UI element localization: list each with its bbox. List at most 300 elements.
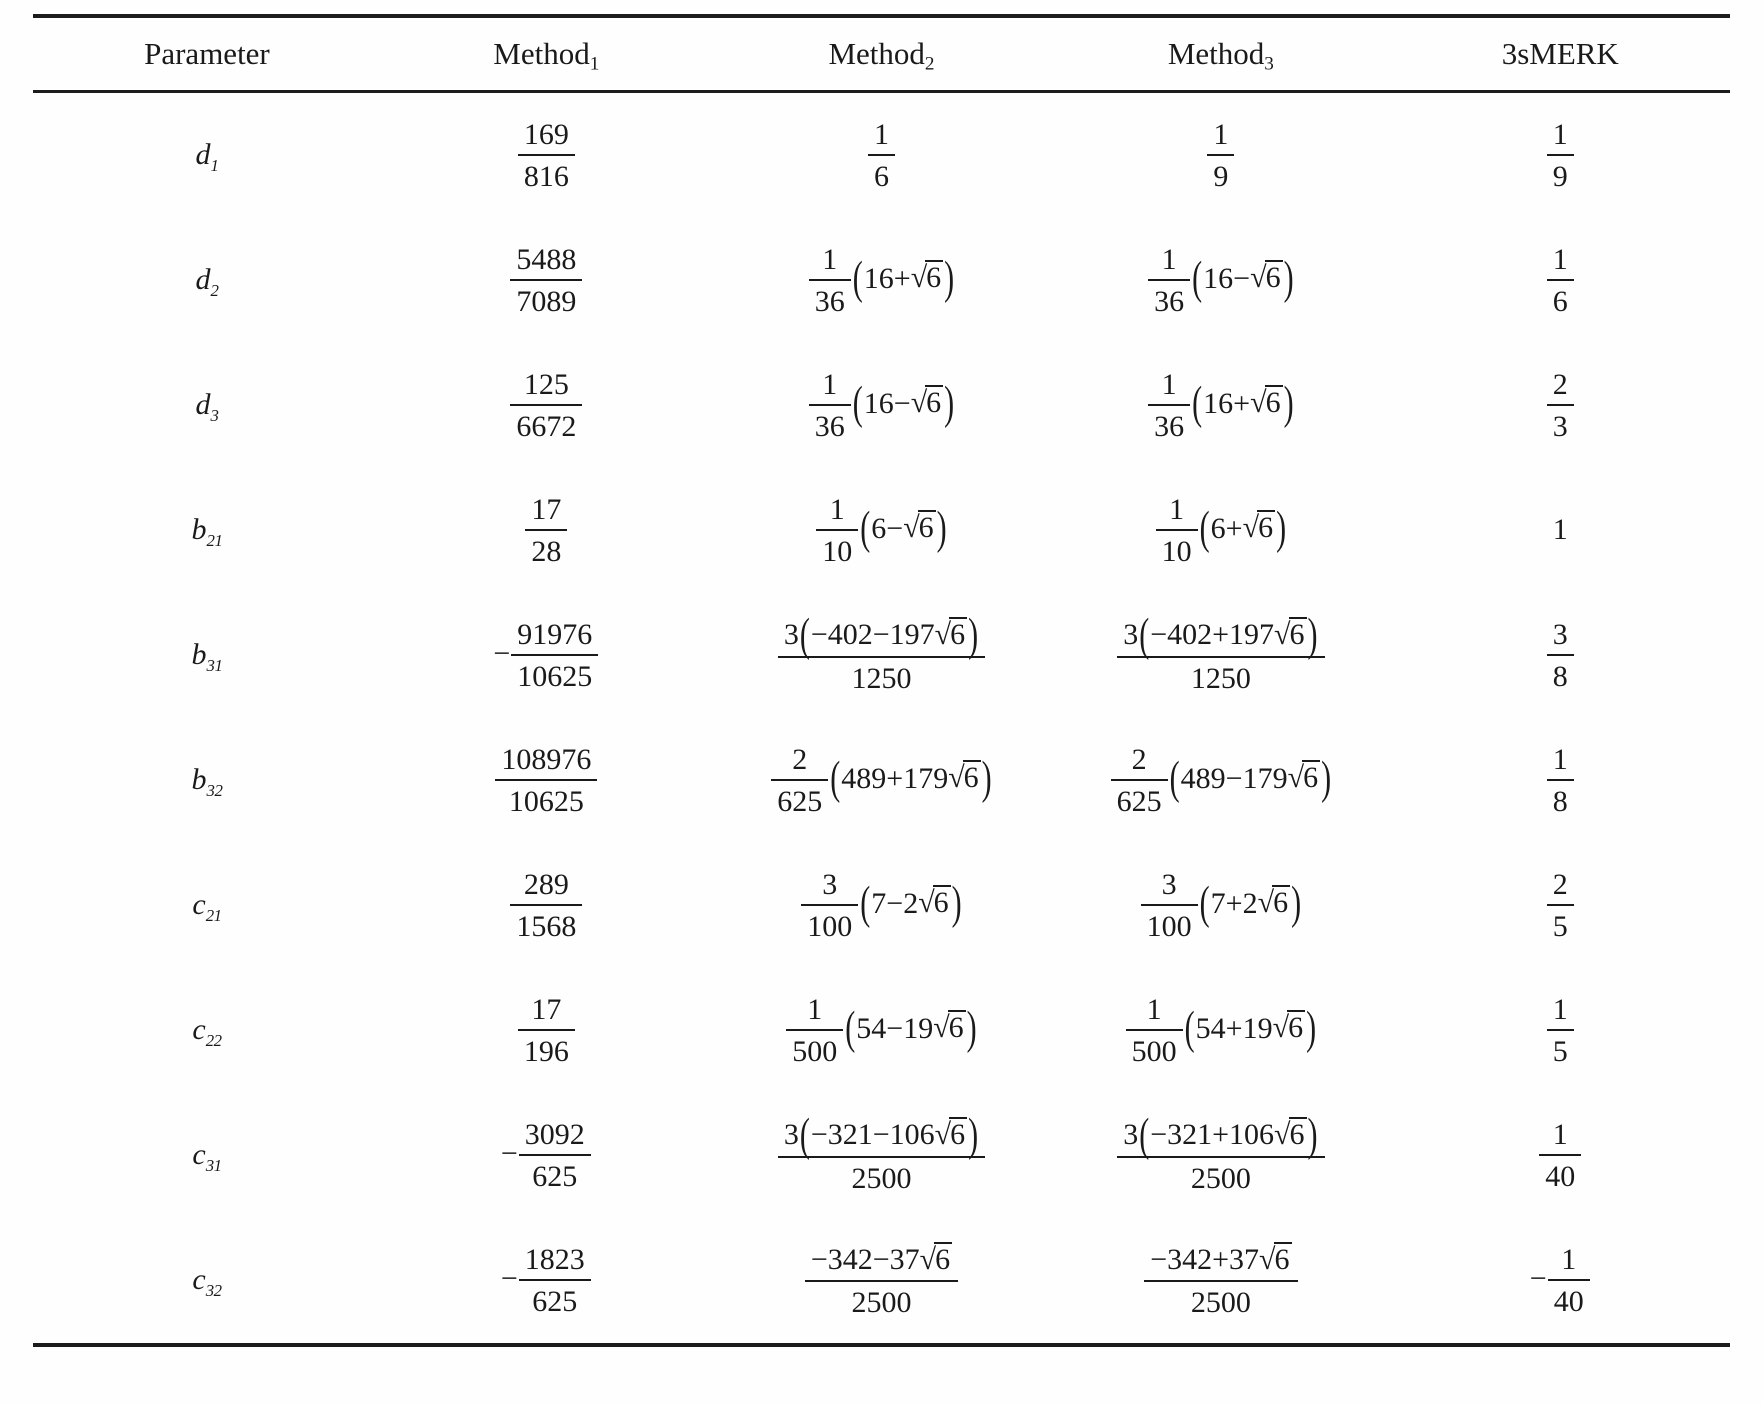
column-header-3smerk: 3sMERK (1501, 36, 1619, 71)
open-paren: ( (1139, 1109, 1150, 1161)
radicand: 6 (1265, 261, 1281, 295)
radicand: 6 (1273, 886, 1289, 920)
fraction-denominator: 8 (1552, 785, 1568, 818)
open-paren: ( (1199, 877, 1210, 930)
fraction-numerator: 1 (1548, 1243, 1590, 1282)
parameter-symbol: $c_{31}$ (192, 1138, 222, 1176)
fraction-numerator: 1 (1547, 743, 1574, 782)
value-c31-col2 (712, 1093, 1051, 1218)
fraction (786, 993, 843, 1069)
fraction (1547, 243, 1574, 319)
radicand: 6 (963, 761, 979, 795)
math-expression (777, 1109, 986, 1195)
fraction-numerator: 17 (525, 493, 567, 532)
value-d1-col2 (712, 93, 1051, 218)
fraction-denominator: 9 (1552, 160, 1568, 193)
radical-sign: √ (1242, 511, 1260, 545)
fraction-numerator: 91976 (511, 618, 598, 657)
value-c21-col2 (712, 843, 1051, 968)
parameter-symbol: $b_{32}$ (191, 763, 223, 801)
fraction-numerator: 3(−402+197√6 ) (1117, 616, 1324, 658)
fraction (1548, 1243, 1590, 1319)
fraction-denominator: 1568 (516, 910, 577, 943)
close-paren: ) (968, 1109, 979, 1161)
value-c32-col4 (1391, 1218, 1730, 1343)
math-expression (509, 243, 583, 319)
fraction (1144, 1241, 1297, 1320)
open-paren: ( (799, 609, 810, 661)
open-paren: ( (799, 1109, 810, 1161)
fraction-denominator: 816 (523, 160, 569, 193)
value-d2-col2 (712, 218, 1051, 343)
radicand: 6 (926, 386, 942, 420)
value-c22-col2 (712, 968, 1051, 1093)
square-root (1250, 386, 1282, 419)
radical-sign: √ (918, 886, 935, 920)
fraction (801, 868, 858, 944)
radical-sign: √ (903, 511, 920, 545)
fraction-denominator: 10625 (517, 660, 593, 693)
fraction-denominator: 28 (531, 535, 562, 568)
open-paren: ( (1169, 752, 1180, 805)
fraction (519, 1243, 591, 1319)
math-expression (1206, 118, 1235, 194)
math-expression: $\frac{1}{10}$ (6+√6 ) (1155, 493, 1287, 569)
math-expression (1538, 1118, 1582, 1194)
fraction (495, 743, 597, 819)
fraction-numerator: 3092 (519, 1118, 591, 1157)
radicand: 6 (1274, 1243, 1290, 1277)
math-expression (524, 493, 568, 569)
fraction (518, 993, 575, 1069)
value-c21-col4 (1391, 843, 1730, 968)
fraction (816, 493, 858, 569)
math-expression: $\frac{1}{36}$ (16+√6 ) (1147, 368, 1294, 444)
math-expression: 1 (1552, 513, 1568, 547)
fraction-numerator: 3 (801, 868, 858, 907)
square-root (1250, 261, 1282, 294)
fraction-denominator: 7089 (516, 285, 577, 318)
math-expression: $\frac{1}{10}$ (6−√6 ) (815, 493, 947, 569)
fraction-denominator: 10625 (508, 785, 584, 818)
square-root (903, 511, 935, 544)
math-expression (509, 868, 583, 944)
close-paren: ) (966, 1002, 977, 1055)
square-root (920, 1243, 952, 1276)
value-c31-col4 (1391, 1093, 1730, 1218)
open-paren: ( (1139, 609, 1150, 661)
fraction (805, 1241, 958, 1320)
fraction-numerator: 1 (1207, 118, 1234, 157)
math-expression (509, 368, 583, 444)
value-c22-col4 (1391, 968, 1730, 1093)
header-subscript: 1 (589, 53, 600, 75)
math-expression (1546, 743, 1575, 819)
fraction (1539, 1118, 1581, 1194)
radical-sign: √ (934, 618, 952, 651)
fraction-denominator: 2500 (851, 1161, 912, 1195)
math-expression: $\frac{1}{36}$ (16−√6 ) (1147, 243, 1294, 319)
fraction (510, 368, 582, 444)
value-d3-col3 (1051, 343, 1390, 468)
value-c21-col1 (381, 843, 712, 968)
fraction-denominator: 36 (814, 285, 845, 318)
radicand: 6 (950, 1118, 966, 1151)
radicand: 6 (933, 886, 949, 920)
value-b31-col4 (1391, 593, 1730, 718)
fraction-denominator: 100 (1146, 910, 1192, 943)
fraction-numerator: 1 (868, 118, 895, 157)
fraction (511, 618, 598, 694)
fraction-numerator: 1 (786, 993, 843, 1032)
radical-sign: √ (933, 1011, 950, 1045)
parameter-symbol: $b_{31}$ (191, 638, 223, 676)
value-d2-col1 (381, 218, 712, 343)
fraction (519, 1118, 591, 1194)
fraction-denominator: 2500 (1190, 1161, 1251, 1195)
fraction (1148, 368, 1190, 444)
fraction (1126, 993, 1183, 1069)
math-expression: $\frac{3}{100}$ (7−2√6 ) (800, 868, 962, 944)
fraction-denominator: 2500 (1190, 1286, 1251, 1320)
fraction-numerator: 1 (1126, 993, 1183, 1032)
value-c32-col2 (712, 1218, 1051, 1343)
fraction (1547, 118, 1574, 194)
fraction-numerator: 2 (1111, 743, 1168, 782)
math-expression: $\frac{2}{625}$ (489−179√6 ) (1110, 743, 1332, 819)
open-paren: ( (1192, 377, 1203, 430)
fraction-denominator: 6 (1552, 285, 1568, 318)
fraction-denominator: 36 (814, 410, 845, 443)
fraction-numerator: 1 (1547, 118, 1574, 157)
close-paren: ) (1306, 1002, 1317, 1055)
fraction (809, 243, 851, 319)
fraction-denominator: 196 (523, 1035, 569, 1068)
close-paren: ) (936, 502, 947, 555)
fraction-numerator: 1 (1148, 243, 1190, 282)
fraction (1117, 1109, 1324, 1195)
radicand: 6 (918, 511, 934, 545)
square-root (1259, 1243, 1291, 1276)
math-expression: $\frac{1}{36}$ (16+√6 ) (808, 243, 955, 319)
value-b32-col3 (1051, 718, 1390, 843)
param-label-d2 (33, 218, 381, 343)
math-expression (517, 993, 576, 1069)
open-paren: ( (860, 502, 871, 555)
fraction-denominator: 625 (1116, 785, 1162, 818)
value-c31-col3 (1051, 1093, 1390, 1218)
fraction-denominator: 40 (1553, 1285, 1584, 1318)
radicand: 6 (1258, 511, 1274, 545)
close-paren: ) (1321, 752, 1332, 805)
column-header-method3: Method$_3$ (1167, 36, 1274, 75)
radical-sign: √ (1257, 886, 1275, 920)
radicand: 6 (948, 1011, 964, 1045)
value-b21-col3 (1051, 468, 1390, 593)
fraction (525, 493, 567, 569)
math-expression: $\frac{2}{625}$ (489+179√6 ) (770, 743, 992, 819)
square-root (911, 386, 943, 419)
math-expression (1546, 368, 1575, 444)
column-header-parameter: Parameter (144, 36, 270, 71)
value-c22-col1 (381, 968, 712, 1093)
parameter-symbol: $c_{32}$ (192, 1263, 222, 1301)
square-root (933, 1011, 965, 1044)
open-paren: ( (845, 1002, 856, 1055)
fraction-numerator: 289 (510, 868, 582, 907)
value-b31-col3 (1051, 593, 1390, 718)
column-header-method2: Method$_2$ (828, 36, 935, 75)
param-label-d1 (33, 93, 381, 218)
close-paren: ) (968, 609, 979, 661)
fraction-denominator: 100 (807, 910, 853, 943)
fraction-numerator: 3(−402−197√6 ) (778, 616, 985, 658)
radicand: 6 (950, 618, 966, 651)
fraction-denominator: 8 (1552, 660, 1568, 693)
close-paren: ) (1307, 1109, 1318, 1161)
fraction (1547, 868, 1574, 944)
value-d2-col4 (1391, 218, 1730, 343)
open-paren: ( (852, 252, 863, 305)
value-d3-col1 (381, 343, 712, 468)
fraction (1547, 993, 1574, 1069)
fraction-denominator: 2500 (851, 1286, 912, 1320)
math-expression (804, 1241, 959, 1320)
math-expression (1116, 1109, 1325, 1195)
open-paren: ( (1184, 1002, 1195, 1055)
square-root (935, 1118, 967, 1151)
param-label-c31 (33, 1093, 381, 1218)
header-subscript: 3 (1264, 53, 1274, 75)
math-expression (1143, 1241, 1298, 1320)
value-d1-col4 (1391, 93, 1730, 218)
radicand: 6 (926, 261, 942, 295)
fraction-numerator: 3(−321−106√6 ) (778, 1116, 985, 1158)
fraction-numerator: 3(−321+106√6 ) (1117, 1116, 1324, 1158)
math-expression: − $\frac{91976}{10625}$ (493, 618, 599, 694)
fraction-numerator: 1 (809, 368, 851, 407)
fraction-denominator: 500 (1131, 1035, 1177, 1068)
fraction-numerator: 125 (510, 368, 582, 407)
value-b31-col1 (381, 593, 712, 718)
value-b31-col2 (712, 593, 1051, 718)
fraction-denominator: 500 (792, 1035, 838, 1068)
radicand: 6 (1289, 1118, 1305, 1151)
radical-sign: √ (1250, 261, 1267, 295)
parameter-symbol: $d_1$ (195, 138, 219, 176)
fraction (809, 368, 851, 444)
math-expression: $\frac{1}{500}$ (54+19√6 ) (1125, 993, 1317, 1069)
open-paren: ( (860, 877, 871, 930)
value-b32-col1 (381, 718, 712, 843)
fraction-numerator: −342+37√6 (1144, 1241, 1297, 1282)
square-root (1288, 761, 1320, 794)
fraction (510, 868, 582, 944)
fraction-numerator: 2 (1547, 868, 1574, 907)
radical-sign: √ (910, 261, 928, 295)
fraction-denominator: 625 (532, 1285, 578, 1318)
param-label-c32 (33, 1218, 381, 1343)
radical-sign: √ (934, 1118, 952, 1151)
fraction-numerator: 3 (1141, 868, 1198, 907)
fraction-numerator: 1823 (519, 1243, 591, 1282)
fraction-denominator: 1250 (851, 661, 912, 695)
math-expression: $\frac{1}{36}$ (16−√6 ) (808, 368, 955, 444)
fraction-numerator: 1 (1148, 368, 1190, 407)
parameter-symbol: $c_{22}$ (192, 1013, 222, 1051)
fraction (1547, 368, 1574, 444)
fraction (1547, 743, 1574, 819)
table-header-row (33, 18, 1730, 93)
square-root (935, 618, 967, 651)
fraction-denominator: 625 (777, 785, 823, 818)
math-expression: − $\frac{1823}{625}$ (501, 1243, 592, 1319)
radical-sign: √ (1274, 1118, 1291, 1151)
square-root (1243, 511, 1275, 544)
fraction-denominator: 3 (1552, 410, 1568, 443)
square-root (948, 761, 980, 794)
math-expression (1546, 868, 1575, 944)
fraction (518, 118, 575, 194)
fraction-denominator: 6672 (516, 410, 577, 443)
fraction (778, 609, 985, 695)
radical-sign: √ (1272, 1011, 1290, 1045)
param-label-b32 (33, 718, 381, 843)
fraction (778, 1109, 985, 1195)
fraction (1141, 868, 1198, 944)
fraction-denominator: 40 (1545, 1160, 1576, 1193)
open-paren: ( (830, 752, 841, 805)
fraction-numerator: 3 (1547, 618, 1574, 657)
header-subscript: 2 (924, 53, 935, 75)
radicand: 6 (1265, 386, 1281, 420)
fraction-numerator: 1 (816, 493, 858, 532)
math-expression (1546, 243, 1575, 319)
fraction (1117, 609, 1324, 695)
parameter-symbol: $b_{21}$ (191, 513, 223, 551)
square-root (1273, 1011, 1305, 1044)
fraction (1111, 743, 1168, 819)
parameter-symbol: $d_3$ (195, 388, 219, 426)
fraction-numerator: 1 (1156, 493, 1198, 532)
fraction-denominator: 5 (1552, 1035, 1568, 1068)
parameter-symbol: $c_{21}$ (192, 888, 222, 926)
fraction-denominator: 5 (1552, 910, 1568, 943)
fraction (1156, 493, 1198, 569)
math-expression (494, 743, 598, 819)
value-c32-col1 (381, 1218, 712, 1343)
value-c31-col1 (381, 1093, 712, 1218)
math-expression (1546, 118, 1575, 194)
value-b32-col4 (1391, 718, 1730, 843)
close-paren: ) (944, 252, 955, 305)
close-paren: ) (1276, 502, 1287, 555)
fraction-denominator: 10 (822, 535, 853, 568)
fraction (868, 118, 895, 194)
value-b21-col4 (1391, 468, 1730, 593)
radical-sign: √ (1250, 386, 1267, 420)
math-expression (1546, 618, 1575, 694)
fraction (1547, 618, 1574, 694)
fraction (1207, 118, 1234, 194)
param-label-d3 (33, 343, 381, 468)
parameter-symbol: $d_2$ (195, 263, 219, 301)
fraction-numerator: 1 (1539, 1118, 1581, 1157)
value-b32-col2 (712, 718, 1051, 843)
column-header-method1: Method$_1$ (493, 36, 600, 75)
fraction-numerator: 5488 (510, 243, 582, 282)
fraction (1148, 243, 1190, 319)
fraction-numerator: −342−37√6 (805, 1241, 958, 1282)
parameter-comparison-table (33, 14, 1730, 1347)
value-d3-col4 (1391, 343, 1730, 468)
radicand: 6 (1303, 761, 1319, 795)
square-root (1274, 618, 1306, 651)
fraction-denominator: 1250 (1190, 661, 1251, 695)
math-expression: $\frac{3}{100}$ (7+2√6 ) (1140, 868, 1302, 944)
close-paren: ) (944, 377, 955, 430)
close-paren: ) (1291, 877, 1302, 930)
radical-sign: √ (948, 761, 965, 795)
math-expression (777, 609, 986, 695)
value-d1-col3 (1051, 93, 1390, 218)
fraction-denominator: 6 (873, 160, 889, 193)
math-expression (867, 118, 896, 194)
radical-sign: √ (1287, 761, 1305, 795)
square-root (1258, 886, 1290, 919)
fraction (510, 243, 582, 319)
open-paren: ( (1192, 252, 1203, 305)
fraction-denominator: 36 (1154, 285, 1185, 318)
fraction-denominator: 625 (532, 1160, 578, 1193)
radicand: 6 (935, 1243, 951, 1277)
fraction-numerator: 1 (1547, 993, 1574, 1032)
fraction-denominator: 10 (1161, 535, 1192, 568)
radical-sign: √ (910, 386, 928, 420)
param-label-c21 (33, 843, 381, 968)
square-root (911, 261, 943, 294)
close-paren: ) (981, 752, 992, 805)
value-b21-col2 (712, 468, 1051, 593)
radical-sign: √ (919, 1243, 937, 1277)
param-label-c22 (33, 968, 381, 1093)
radicand: 6 (1289, 618, 1305, 651)
fraction-denominator: 9 (1213, 160, 1229, 193)
fraction (771, 743, 828, 819)
square-root (1274, 1118, 1306, 1151)
param-label-b21 (33, 468, 381, 593)
close-paren: ) (1283, 377, 1294, 430)
open-paren: ( (852, 377, 863, 430)
value-d1-col1 (381, 93, 712, 218)
open-paren: ( (1199, 502, 1210, 555)
fraction-numerator: 108976 (495, 743, 597, 782)
radicand: 6 (1288, 1011, 1304, 1045)
fraction-numerator: 17 (518, 993, 575, 1032)
fraction-numerator: 169 (518, 118, 575, 157)
fraction-numerator: 2 (1547, 368, 1574, 407)
value-d3-col2 (712, 343, 1051, 468)
value-c22-col3 (1051, 968, 1390, 1093)
math-expression: − $\frac{3092}{625}$ (501, 1118, 592, 1194)
math-expression: $\frac{1}{500}$ (54−19√6 ) (785, 993, 977, 1069)
table-body (33, 93, 1730, 1343)
fraction-numerator: 1 (1547, 243, 1574, 282)
math-expression (1546, 993, 1575, 1069)
math-expression (517, 118, 576, 194)
fraction-denominator: 36 (1154, 410, 1185, 443)
math-expression (1116, 609, 1325, 695)
